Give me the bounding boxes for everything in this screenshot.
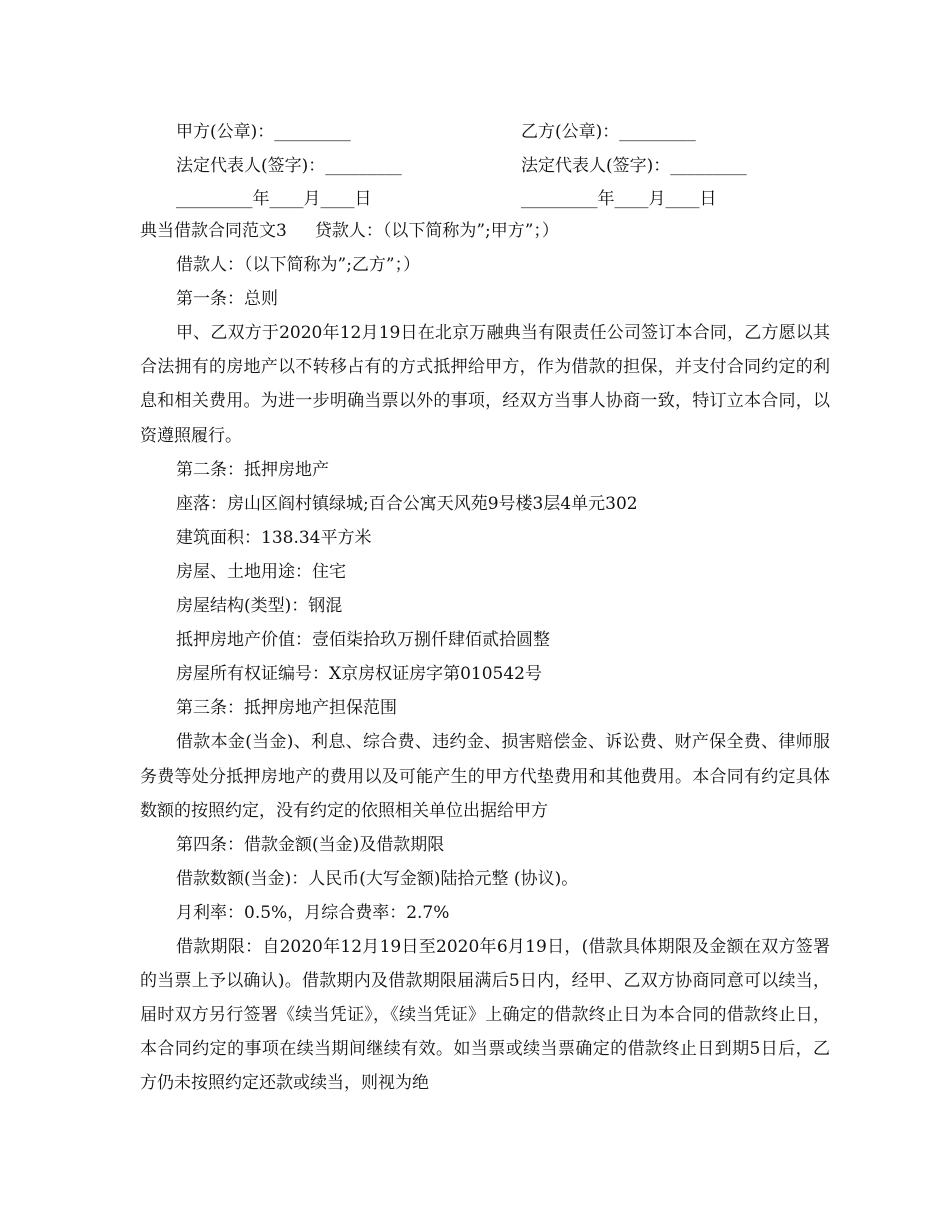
property-structure: 房屋结构(类型)：钢混 bbox=[176, 596, 343, 617]
article-2-title: 第二条：抵押房地产 bbox=[176, 459, 329, 480]
party-b-representative: 法定代表人(签字)：_________ bbox=[521, 156, 747, 176]
party-b-seal: 乙方(公章)：_________ bbox=[521, 122, 696, 142]
party-b-date: _________年____月____日 bbox=[521, 189, 717, 209]
property-value: 抵押房地产价值：壹佰柒拾玖万捌仟肆佰贰拾圆整 bbox=[176, 630, 550, 651]
article-3-title: 第三条：抵押房地产担保范围 bbox=[176, 698, 397, 719]
contract-body bbox=[140, 214, 830, 1100]
interest-rate: 月利率：0.5%，月综合费率：2.7% bbox=[176, 902, 450, 923]
property-area: 建筑面积：138.34平方米 bbox=[176, 527, 372, 548]
article-3-text: 借款本金(当金)、利息、综合费、违约金、损害赔偿金、诉讼费、财产保全费、律师服务费等处分抵押房地产的费用以及可能产生的甲方代垫费用和其他费用。本合同有约定具体数额的按照约定，没有约定的依照相关单位出据给甲方 bbox=[140, 732, 830, 821]
loan-amount: 借款数额(当金)：人民币(大写金额)陆拾元整 (协议)。 bbox=[176, 868, 579, 889]
party-a-date: _________年____月____日 bbox=[176, 189, 372, 209]
loan-term-text: 借款期限：自2020年12月19日至2020年6月19日，(借款具体期限及金额在双方签署的当票上予以确认)。借款期内及借款期限届满后5日内，经甲、乙双方协商同意可以续当，届时双方另行签署《续当凭证》，《续当凭证》上确定的借款终止日为本合同的借款终止日，本合同约定的事项在续当期间继续有效。如当票或续当票确定的借款终止日到期5日后，乙方仍未按照约定还款或续当，则视为绝 bbox=[140, 936, 830, 1094]
article-1-title: 第一条：总则 bbox=[176, 289, 278, 310]
title-line bbox=[140, 214, 830, 248]
article-4-title: 第四条：借款金额(当金)及借款期限 bbox=[176, 834, 445, 855]
seal-row bbox=[0, 116, 950, 148]
representative-row bbox=[0, 150, 950, 182]
contract-title: 典当借款合同范文3 bbox=[140, 221, 287, 241]
property-certificate: 房屋所有权证编号：X京房权证房字第010542号 bbox=[176, 664, 542, 685]
date-row bbox=[0, 183, 950, 215]
borrower-clause: 借款人：（以下简称为”;乙方”；） bbox=[176, 255, 421, 276]
party-a-seal: 甲方(公章)：_________ bbox=[176, 122, 351, 142]
property-location: 座落：房山区阎村镇绿城;百合公寓天风苑9号楼3层4单元302 bbox=[176, 493, 638, 514]
article-1-text: 甲、乙双方于2020年12月19日在北京万融典当有限责任公司签订本合同，乙方愿以其合法拥有的房地产以不转移占有的方式抵押给甲方，作为借款的担保，并支付合同约定的利息和相关费用。为进一步明确当票以外的事项，经双方当事人协商一致，特订立本合同，以资遵照履行。 bbox=[140, 323, 830, 446]
lender-clause: 贷款人：（以下简称为”;甲方”；） bbox=[314, 221, 559, 241]
party-a-representative: 法定代表人(签字)：_________ bbox=[176, 156, 402, 176]
property-usage: 房屋、土地用途：住宅 bbox=[176, 561, 346, 582]
